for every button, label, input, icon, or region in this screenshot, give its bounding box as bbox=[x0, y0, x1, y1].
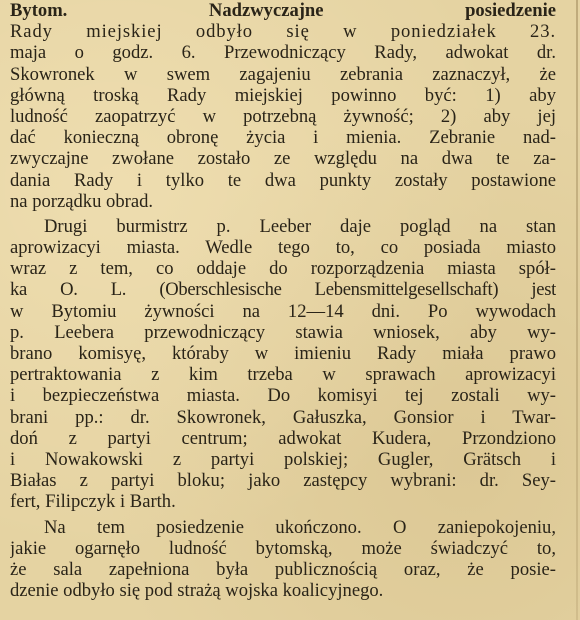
text-line: maja o godz. 6. Przewodniczący Rady, adwokat dr. bbox=[10, 42, 556, 64]
text-line: p. Leebera przewodniczący stawia wniosek, aby wy- bbox=[10, 321, 556, 343]
text-line: Białas z partyi bloku; jako zastępcy wybrani: dr. Sey- bbox=[10, 470, 556, 492]
text-line: ka O. L. (Oberschlesische Lebensmittelgesellschaft) jest bbox=[10, 279, 556, 301]
text-line: i Nowakowski z partyi polskiej; Gugler, Grätsch i bbox=[10, 448, 556, 470]
text-line: Na tem posiedzenie ukończono. O zaniepokojeniu, bbox=[44, 516, 556, 538]
text-line: pertraktowania z kim trzeba w sprawach aprowizacyi bbox=[10, 364, 556, 386]
article-paragraph-1 bbox=[10, 0, 580, 212]
text-line: Skowronek w swem zagajeniu zebrania zaznaczył, że bbox=[10, 63, 556, 85]
column-rule bbox=[576, 0, 578, 620]
text-line: brano komisyę, któraby w imieniu Rady miała prawo bbox=[10, 343, 556, 364]
text-line: doń z partyi centrum; adwokat Kudera, Przondziono bbox=[10, 427, 556, 449]
text-line: że sala zapełniona była publicznością oraz, że posie- bbox=[10, 558, 556, 580]
text-line: główną troską Rady miejskiej powinno być: 1) aby bbox=[10, 84, 556, 106]
text-line: zwyczajne zwołane zostało ze względu na dwa te za- bbox=[10, 148, 556, 170]
text-line: wraz z tem, co oddaje do rozporządzenia miasta spół- bbox=[10, 258, 556, 280]
text-line: aprowizacyi miasta. Wedle tego to, co posiada miasto bbox=[10, 237, 556, 259]
text-line: fert, Filipczyk i Barth. bbox=[10, 491, 176, 513]
text-line: i bezpieczeństwa miasta. Do komisyi tej zostali wy- bbox=[10, 385, 556, 407]
text-line: na porządku obrad. bbox=[10, 190, 154, 212]
text-line: Rady miejskiej odbyło się w poniedziałek 23. bbox=[10, 21, 556, 43]
text-line: dania Rady i tylko te dwa punkty zostały postawione bbox=[10, 169, 556, 191]
text-line: w Bytomiu żywności na 12—14 dni. Po wywodach bbox=[10, 300, 556, 322]
text-line: jakie ogarnęło ludność bytomską, może świadczyć to, bbox=[10, 537, 556, 559]
text-line: Bytom. Nadzwyczajne posiedzenie bbox=[10, 0, 556, 21]
text-line: ludność zaopatrzyć w potrzebną żywność; 2) aby jej bbox=[10, 105, 556, 127]
text-line: dać konieczną obronę życia i mienia. Zebranie nad- bbox=[10, 127, 556, 149]
article-paragraph-2 bbox=[10, 216, 580, 513]
text-line: dzenie odbyło się pod strażą wojska koalicyjnego. bbox=[10, 580, 384, 602]
article-paragraph-3 bbox=[10, 517, 580, 602]
text-line: Drugi burmistrz p. Leeber daje pogląd na stan bbox=[44, 215, 556, 237]
text-line: brani pp.: dr. Skowronek, Gałuszka, Gonsior i Twar- bbox=[10, 406, 556, 428]
